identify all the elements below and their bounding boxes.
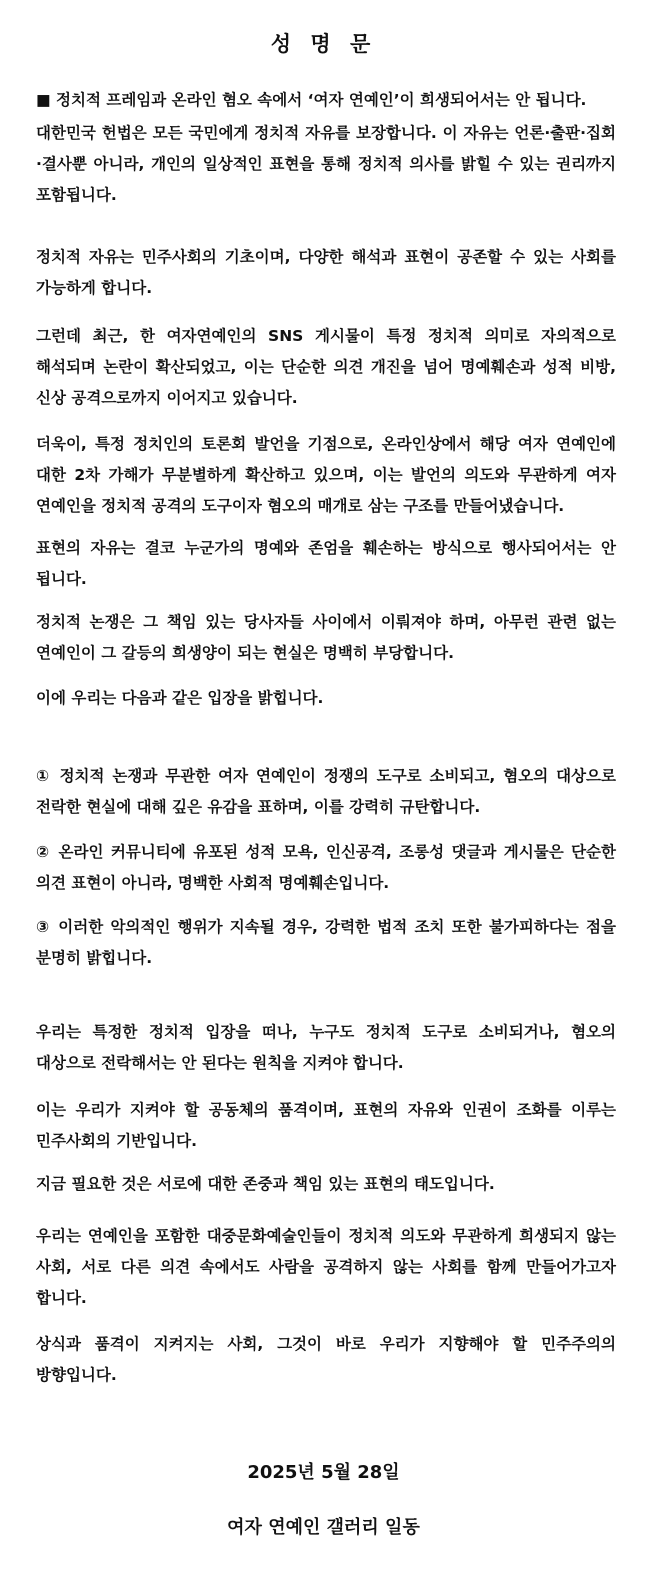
paragraph-community: 이는 우리가 지켜야 할 공동체의 품격이며, 표현의 자유와 인권이 조화를 이루는 민주사회의 기반입니다. [36,1101,616,1150]
paragraph-controversy: 그런데 최근, 한 여자연예인의 SNS 게시물이 특정 정치적 의미로 자의적으로 해석되며 논란이 확산되었고, 이는 단순한 의견 개진을 넘어 명예훼손과 성적 비방, 신상 공격으로까지 이어지고 있습니다. [36,327,616,407]
paragraph-principle: 우리는 특정한 정치적 입장을 떠나, 누구도 정치적 도구로 소비되거나, 혐오의 대상으로 전락해서는 안 된다는 원칙을 지켜야 합니다. [36,1023,616,1072]
paragraph-freedom-of-expression: 표현의 자유는 결코 누군가의 명예와 존엄을 훼손하는 방식으로 행사되어서는 안 됩니다. [36,539,616,588]
paragraph-society: 우리는 연예인을 포함한 대중문화예술인들이 정치적 의도와 무관하게 희생되지 않는 사회, 서로 다른 의견 속에서도 사람을 공격하지 않는 사회를 함께 만들어가고자 합니다. [36,1227,616,1307]
paragraph-political-debate: 정치적 논쟁은 그 책임 있는 당사자들 사이에서 이뤄져야 하며, 아무런 관련 없는 연예인이 그 갈등의 희생양이 되는 현실은 명백히 부당합니다. [36,613,616,662]
paragraph-respect: 지금 필요한 것은 서로에 대한 존중과 책임 있는 표현의 태도입니다. [36,1175,495,1193]
document-subtitle: ■ 정치적 프레임과 온라인 혐오 속에서 ‘여자 연예인’이 희생되어서는 안 됩니다. [36,91,587,109]
paragraph-secondary-harm: 더욱이, 특정 정치인의 토론회 발언을 기점으로, 온라인상에서 해당 여자 연예인에 대한 2차 가해가 무분별하게 확산하고 있으며, 이는 발언의 의도와 무관하게 여자 연예인을 정치적 공격의 도구이자 혐오의 매개로 삼는 구조를 만들어냈습니다. [36,435,616,515]
document-title: 성 명 문 [270,32,377,56]
position-item-1: ① 정치적 논쟁과 무관한 여자 연예인이 정쟁의 도구로 소비되고, 혐오의 대상으로 전락한 현실에 대해 깊은 유감을 표하며, 이를 강력히 규탄합니다. [36,767,616,816]
statement-date: 2025년 5월 28일 [247,1462,400,1483]
paragraph-constitution: 대한민국 헌법은 모든 국민에게 정치적 자유를 보장합니다. 이 자유는 언론·출판·집회·결사뿐 아니라, 개인의 일상적인 표현을 통해 정치적 의사를 밝힐 수 있는 권리까지 포함됩니다. [36,124,616,204]
paragraph-position-intro: 이에 우리는 다음과 같은 입장을 밝힙니다. [36,689,324,707]
position-item-3: ③ 이러한 악의적인 행위가 지속될 경우, 강력한 법적 조치 또한 불가피하다는 점을 분명히 밝힙니다. [36,918,616,967]
paragraph-political-freedom: 정치적 자유는 민주사회의 기초이며, 다양한 해석과 표현이 공존할 수 있는 사회를 가능하게 합니다. [36,248,616,297]
paragraph-democracy: 상식과 품격이 지켜지는 사회, 그것이 바로 우리가 지향해야 할 민주주의의 방향입니다. [36,1335,616,1384]
position-item-2: ② 온라인 커뮤니티에 유포된 성적 모욕, 인신공격, 조롱성 댓글과 게시물은 단순한 의견 표현이 아니라, 명백한 사회적 명예훼손입니다. [36,843,616,892]
statement-signature: 여자 연예인 갤러리 일동 [227,1517,420,1538]
